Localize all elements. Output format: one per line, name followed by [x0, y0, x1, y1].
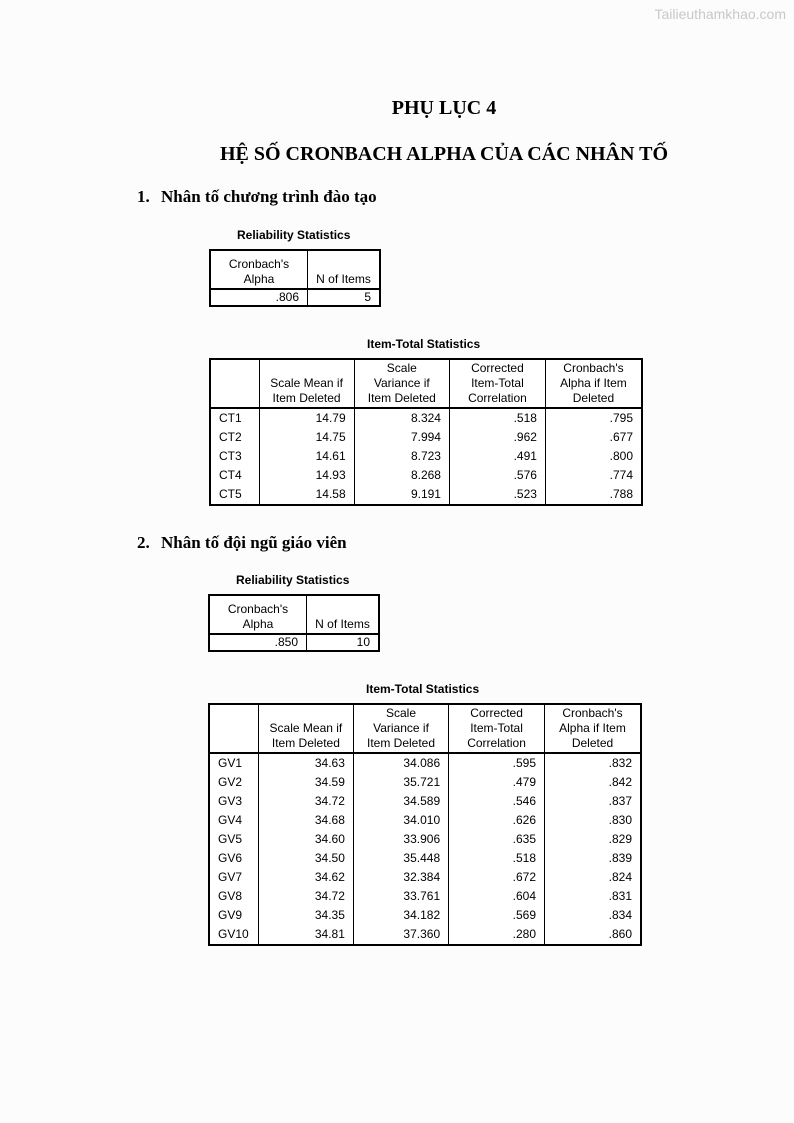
item-total-caption-2: Item-Total Statistics — [366, 682, 480, 696]
table-row — [209, 868, 641, 887]
cell: 34.72 — [258, 792, 353, 811]
cell: 14.61 — [259, 447, 354, 466]
alpha-value: .806 — [210, 289, 308, 306]
cell: 14.79 — [259, 408, 354, 428]
header-n-items: N of Items — [307, 595, 380, 634]
cell: .842 — [545, 773, 642, 792]
table-row — [209, 925, 641, 945]
section-number: 2. — [137, 533, 150, 552]
cell: .518 — [449, 408, 545, 428]
cell: .834 — [545, 906, 642, 925]
cell: 34.81 — [258, 925, 353, 945]
cell: 14.75 — [259, 428, 354, 447]
cell: 8.324 — [354, 408, 449, 428]
cell: .962 — [449, 428, 545, 447]
cell: .280 — [449, 925, 545, 945]
cell: .576 — [449, 466, 545, 485]
cell: .788 — [545, 485, 642, 505]
n-items-value: 5 — [308, 289, 381, 306]
header-alpha-if-deleted: Cronbach's Alpha if Item Deleted — [545, 359, 642, 408]
header-scale-mean: Scale Mean if Item Deleted — [258, 704, 353, 753]
header-scale-variance: Scale Variance if Item Deleted — [354, 359, 449, 408]
cell: .672 — [449, 868, 545, 887]
cell: .795 — [545, 408, 642, 428]
section-number: 1. — [137, 187, 150, 206]
table-row — [209, 811, 641, 830]
reliability-caption-1: Reliability Statistics — [237, 228, 351, 242]
table-row — [210, 408, 642, 428]
cell: .626 — [449, 811, 545, 830]
cell: 34.59 — [258, 773, 353, 792]
item-label: CT3 — [210, 447, 259, 466]
table-row — [210, 466, 642, 485]
cell: .635 — [449, 830, 545, 849]
item-total-caption-1: Item-Total Statistics — [367, 337, 481, 351]
item-label: GV6 — [209, 849, 258, 868]
cell: .800 — [545, 447, 642, 466]
section-title: Nhân tố chương trình đào tạo — [161, 187, 377, 206]
cell: .824 — [545, 868, 642, 887]
cell: 34.589 — [353, 792, 448, 811]
header-corrected-correlation: Corrected Item-Total Correlation — [449, 704, 545, 753]
cell: .518 — [449, 849, 545, 868]
cell: 34.63 — [258, 753, 353, 773]
section-title: Nhân tố đội ngũ giáo viên — [161, 533, 347, 552]
cell: .546 — [449, 792, 545, 811]
item-label: CT5 — [210, 485, 259, 505]
table-row — [209, 773, 641, 792]
cell: 35.448 — [353, 849, 448, 868]
table-row — [209, 849, 641, 868]
cell: 14.93 — [259, 466, 354, 485]
cell: .491 — [449, 447, 545, 466]
table-row — [209, 753, 641, 773]
cell: 34.182 — [353, 906, 448, 925]
header-cronbach-alpha: Cronbach's Alpha — [209, 595, 307, 634]
cell: 14.58 — [259, 485, 354, 505]
cell: .774 — [545, 466, 642, 485]
table-row — [210, 485, 642, 505]
watermark: Tailieuthamkhao.com — [654, 6, 786, 22]
item-label: GV5 — [209, 830, 258, 849]
cell: .860 — [545, 925, 642, 945]
section-heading-1 — [137, 187, 377, 207]
table-row — [210, 447, 642, 466]
item-label: GV9 — [209, 906, 258, 925]
header-scale-mean: Scale Mean if Item Deleted — [259, 359, 354, 408]
cell: .479 — [449, 773, 545, 792]
reliability-table-2 — [208, 594, 380, 652]
cell: 33.906 — [353, 830, 448, 849]
item-total-body-2 — [209, 753, 641, 945]
table-row — [209, 830, 641, 849]
item-label: CT1 — [210, 408, 259, 428]
cell: 34.72 — [258, 887, 353, 906]
n-items-value: 10 — [307, 634, 380, 651]
cell: .830 — [545, 811, 642, 830]
header-item — [209, 704, 258, 753]
item-label: GV1 — [209, 753, 258, 773]
table-row — [209, 906, 641, 925]
cell: .832 — [545, 753, 642, 773]
item-label: GV8 — [209, 887, 258, 906]
item-label: GV2 — [209, 773, 258, 792]
item-total-table-1 — [209, 358, 643, 506]
cell: 34.35 — [258, 906, 353, 925]
header-corrected-correlation: Corrected Item-Total Correlation — [449, 359, 545, 408]
cell: .837 — [545, 792, 642, 811]
item-label: GV10 — [209, 925, 258, 945]
cell: .831 — [545, 887, 642, 906]
cell: .523 — [449, 485, 545, 505]
cell: 34.086 — [353, 753, 448, 773]
reliability-caption-2: Reliability Statistics — [236, 573, 350, 587]
cell: 9.191 — [354, 485, 449, 505]
cell: .829 — [545, 830, 642, 849]
cell: .604 — [449, 887, 545, 906]
cell: 34.62 — [258, 868, 353, 887]
item-total-table-2 — [208, 703, 642, 946]
cell: .569 — [449, 906, 545, 925]
header-cronbach-alpha: Cronbach's Alpha — [210, 250, 308, 289]
item-label: CT4 — [210, 466, 259, 485]
item-label: CT2 — [210, 428, 259, 447]
cell: 8.723 — [354, 447, 449, 466]
header-alpha-if-deleted: Cronbach's Alpha if Item Deleted — [545, 704, 642, 753]
main-title: HỆ SỐ CRONBACH ALPHA CỦA CÁC NHÂN TỐ — [219, 143, 669, 165]
header-scale-variance: Scale Variance if Item Deleted — [353, 704, 448, 753]
cell: .677 — [545, 428, 642, 447]
item-label: GV4 — [209, 811, 258, 830]
table-row — [209, 887, 641, 906]
cell: 7.994 — [354, 428, 449, 447]
appendix-title: PHỤ LỤC 4 — [391, 97, 497, 119]
cell: 32.384 — [353, 868, 448, 887]
cell: 34.68 — [258, 811, 353, 830]
cell: 35.721 — [353, 773, 448, 792]
section-heading-2 — [137, 533, 347, 553]
header-n-items: N of Items — [308, 250, 381, 289]
alpha-value: .850 — [209, 634, 307, 651]
cell: 34.010 — [353, 811, 448, 830]
cell: .595 — [449, 753, 545, 773]
reliability-table-1 — [209, 249, 381, 307]
cell: .839 — [545, 849, 642, 868]
cell: 33.761 — [353, 887, 448, 906]
cell: 34.60 — [258, 830, 353, 849]
table-row — [210, 428, 642, 447]
header-item — [210, 359, 259, 408]
cell: 34.50 — [258, 849, 353, 868]
item-total-body-1 — [210, 408, 642, 505]
item-label: GV7 — [209, 868, 258, 887]
item-label: GV3 — [209, 792, 258, 811]
cell: 8.268 — [354, 466, 449, 485]
table-row — [209, 792, 641, 811]
cell: 37.360 — [353, 925, 448, 945]
